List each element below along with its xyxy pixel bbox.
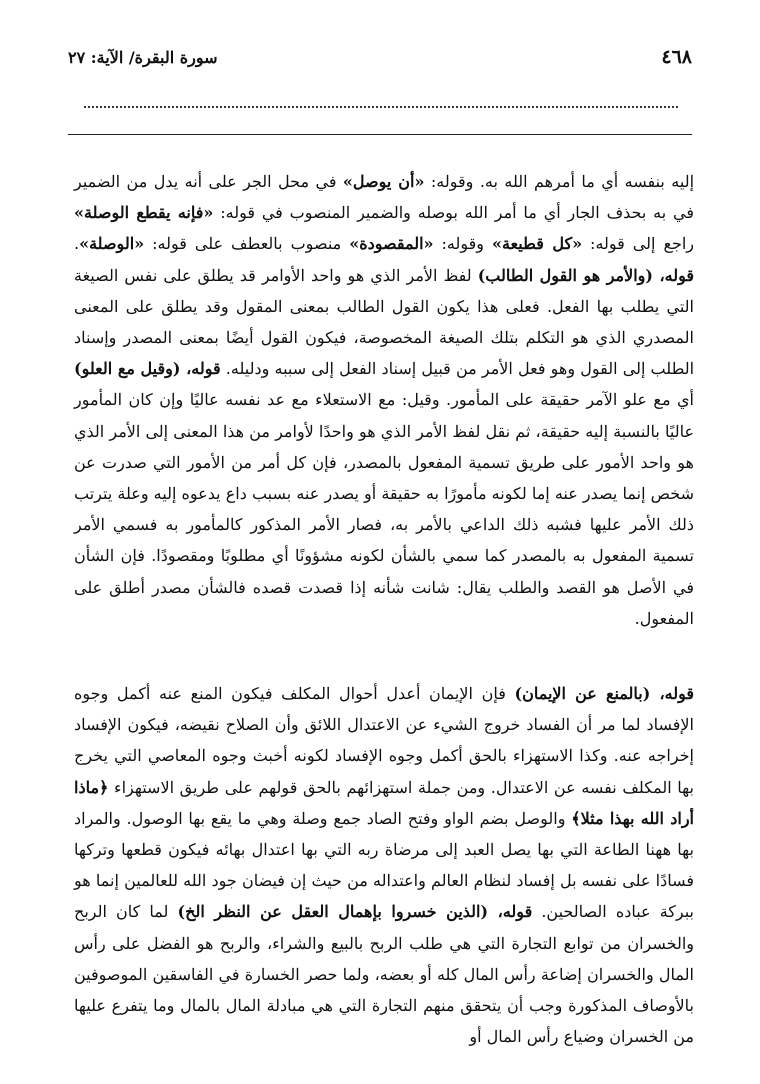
bold-text-segment: «المقصودة» xyxy=(349,234,434,254)
bold-text-segment: قوله، (والأمر هو القول الطالب) xyxy=(477,265,695,285)
text-segment: . xyxy=(74,234,80,254)
page-number: ٤٦٨ xyxy=(661,46,692,68)
commentary-paragraph xyxy=(74,166,694,634)
text-segment: في محل الجر على أنه يدل من الضمير في به بحذف الجار أي ما أمر الله بوصله والضمير المنصوب في قوله: xyxy=(74,172,695,223)
bold-text-segment: (بالمنع عن الإيمان) xyxy=(514,684,651,703)
text-segment: فإن الإيمان أعدل أحوال المكلف فيكون المنع عنه أكمل وجوه الإفساد لما مر أن الفساد خروج الشيء عن الاعتدال اللائق وأن الصلاح نقيضه، فيكون الإفساد إخراجه عنه. وكذا الاستهزاء بالحق أكمل وجوه الإفساد لكونه أخبث وجوه المعاصي التي يخرج بها المكلف نفسه عن الاعتدال. ومن جملة استهزائهم بالحق قولهم على طريق الاستهزاء xyxy=(74,684,695,797)
bold-text-segment: قوله، (وقيل مع العلو) xyxy=(74,359,221,379)
text-segment: والوصل بضم الواو وفتح الصاد جمع وصلة وهي ما يقع بها الوصول. والمراد بها ههنا الطاعة التي بها يصل العبد إلى مرضاة ربه التي بها اعتدال بهائه فيكون قطعها وتركها فسادًا على نفسه بل إفساد لنظام العالم واعتداله من حيث إن فيضان جود الله للعالمين إنما هو ببركة عباده الصالحين. xyxy=(74,808,695,922)
page-header xyxy=(68,42,692,72)
bold-text-segment: قوله، (الذين خسروا بإهمال العقل عن النظر الخ) xyxy=(177,902,533,922)
bold-text-segment: «فإنه يقطع الوصلة» xyxy=(74,203,214,223)
running-title: سورة البقرة/ الآية: ٢٧ xyxy=(68,47,218,67)
text-segment: راجع إلى قوله: xyxy=(582,234,695,254)
bold-text-segment: «الوصلة» xyxy=(79,234,145,254)
text-segment: لما كان الربح والخسران من توابع التجارة التي هي طلب الربح بالبيع والشراء، والربح هو الفضل على رأس المال والخسران إضاعة رأس المال كله أو بعضه، ولما حصر الخسارة في الفاسقين الموصوفين بالأوصاف المذكورة وجب أن يتحقق منهم التجارة التي هي مبادلة المال بالمال وما يتفرع عليها من الخسران وضياع رأس المال أو xyxy=(74,902,695,1047)
text-segment: أي مع علو الآمر حقيقة على المأمور. وقيل: مع الاستعلاء مع عد نفسه عاليًا وإن كان المأمور عاليًا بالنسبة إليه حقيقة، ثم نقل لفظ الأمر الذي هو واحدًا لأوامر من هذا المعنى إلى الأمر الذي هو واحد الأمور على طريق تسمية المفعول بالمصدر، فإن كل أمر من الأمور التي صدرت عن شخص إنما يصدر عنه إما لكونه مأمورًا به حقيقة أو يصدر عنه بسبب داع يدعوه إليه وعلة يترتب ذلك الأمر عليها فشبه ذلك الداعي بالأمر به، فصار الأمر المذكور كالمأمور به فسمي الأمر تسمية المفعول به بالمصدر كما سمي بالشأن لكونه مشؤونًا أي مطلوبًا ومقصودًا. فإن الشأن في الأصل هو القصد والطلب يقال: شانت شأنه إذا قصدت قصده فالشأن مصدر أطلق على المفعول. xyxy=(74,390,695,628)
text-segment: لفظ الأمر الذي هو واحد الأوامر قد يطلق على نفس الصيغة التي يطلب بها الفعل. فعلى هذا يكون القول الطالب بمعنى المقول وقد يطلق على المعنى المصدري الذي هو التكلم بتلك الصيغة المخصوصة، فيكون القول أيضًا بمعنى المصدر وإسناد الطلب إلى القول وهو فعل الأمر من قبيل إسناد الفعل إلى سببه ودليله. xyxy=(74,265,695,379)
bold-text-segment: ﴿ماذا أراد الله بهذا مثلا﴾ xyxy=(74,777,695,828)
solid-divider xyxy=(68,134,692,135)
text-segment: إليه بنفسه أي ما أمرهم الله به. وقوله: xyxy=(424,172,695,191)
text-segment: منصوب بالعطف على قوله: xyxy=(144,234,350,254)
bold-text-segment: قوله، xyxy=(650,684,694,703)
dotted-divider xyxy=(84,106,678,108)
text-segment: وقوله: xyxy=(433,234,492,254)
commentary-paragraph xyxy=(74,678,694,1052)
bold-text-segment: «كل قطيعة» xyxy=(491,234,583,254)
bold-text-segment: «أن يوصل» xyxy=(342,172,425,191)
